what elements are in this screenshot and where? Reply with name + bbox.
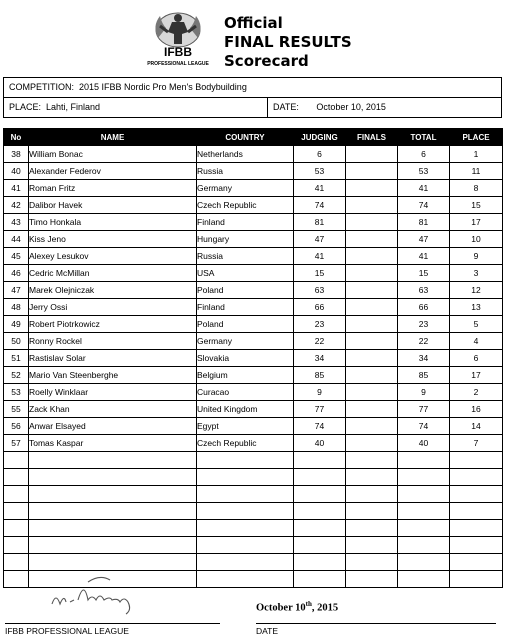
cell-judging: 6 bbox=[294, 146, 346, 163]
cell-finals bbox=[346, 554, 398, 571]
signature-line bbox=[5, 623, 220, 624]
cell-judging: 15 bbox=[294, 265, 346, 282]
cell-no: 38 bbox=[4, 146, 29, 163]
cell-country: Russia bbox=[197, 163, 294, 180]
cell-country: USA bbox=[197, 265, 294, 282]
cell-finals bbox=[346, 367, 398, 384]
cell-finals bbox=[346, 299, 398, 316]
table-row bbox=[4, 163, 503, 180]
cell-country: Russia bbox=[197, 248, 294, 265]
header-finals: FINALS bbox=[346, 129, 398, 146]
results-table-body bbox=[4, 146, 503, 588]
cell-place: 12 bbox=[450, 282, 503, 299]
cell-total: 9 bbox=[398, 384, 450, 401]
ifbb-signature-label: IFBB PROFESSIONAL LEAGUE bbox=[5, 626, 129, 636]
cell-name: Dalibor Havek bbox=[29, 197, 197, 214]
cell-finals bbox=[346, 333, 398, 350]
cell-finals bbox=[346, 435, 398, 452]
cell-finals bbox=[346, 316, 398, 333]
cell-country: Finland bbox=[197, 299, 294, 316]
cell-name bbox=[29, 486, 197, 503]
cell-finals bbox=[346, 503, 398, 520]
cell-name: Robert Piotrkowicz bbox=[29, 316, 197, 333]
cell-judging: 41 bbox=[294, 180, 346, 197]
cell-judging bbox=[294, 571, 346, 588]
date-line bbox=[256, 623, 496, 624]
title-line-official: Official bbox=[224, 14, 283, 32]
cell-country: Hungary bbox=[197, 231, 294, 248]
table-row bbox=[4, 367, 503, 384]
cell-country: Czech Republic bbox=[197, 435, 294, 452]
cell-no: 40 bbox=[4, 163, 29, 180]
cell-name bbox=[29, 537, 197, 554]
empty-table-row bbox=[4, 537, 503, 554]
cell-place bbox=[450, 571, 503, 588]
cell-finals bbox=[346, 350, 398, 367]
cell-no: 46 bbox=[4, 265, 29, 282]
cell-total: 74 bbox=[398, 418, 450, 435]
cell-finals bbox=[346, 180, 398, 197]
cell-judging bbox=[294, 469, 346, 486]
cell-total: 77 bbox=[398, 401, 450, 418]
signed-date-main: October 10 bbox=[256, 602, 306, 614]
cell-place: 11 bbox=[450, 163, 503, 180]
cell-finals bbox=[346, 384, 398, 401]
cell-name: Jerry Ossi bbox=[29, 299, 197, 316]
cell-no bbox=[4, 503, 29, 520]
cell-place: 6 bbox=[450, 350, 503, 367]
date-label: DATE: bbox=[273, 102, 299, 112]
cell-country bbox=[197, 571, 294, 588]
competition-info-box bbox=[3, 77, 502, 118]
cell-country bbox=[197, 486, 294, 503]
cell-no: 53 bbox=[4, 384, 29, 401]
cell-judging: 66 bbox=[294, 299, 346, 316]
table-row bbox=[4, 282, 503, 299]
cell-finals bbox=[346, 265, 398, 282]
cell-place: 17 bbox=[450, 367, 503, 384]
cell-no bbox=[4, 469, 29, 486]
header-total: TOTAL bbox=[398, 129, 450, 146]
table-row bbox=[4, 418, 503, 435]
cell-country bbox=[197, 537, 294, 554]
cell-place: 2 bbox=[450, 384, 503, 401]
table-row bbox=[4, 316, 503, 333]
cell-total bbox=[398, 486, 450, 503]
cell-place: 7 bbox=[450, 435, 503, 452]
table-row bbox=[4, 214, 503, 231]
cell-total: 74 bbox=[398, 197, 450, 214]
cell-name bbox=[29, 503, 197, 520]
cell-total bbox=[398, 571, 450, 588]
place-field bbox=[4, 98, 267, 117]
date-field bbox=[267, 98, 501, 117]
cell-country: Egypt bbox=[197, 418, 294, 435]
cell-total bbox=[398, 537, 450, 554]
header-no: No bbox=[4, 129, 29, 146]
cell-judging: 74 bbox=[294, 197, 346, 214]
cell-place bbox=[450, 469, 503, 486]
header-country: COUNTRY bbox=[197, 129, 294, 146]
cell-name: Ronny Rockel bbox=[29, 333, 197, 350]
table-header-row bbox=[4, 129, 503, 146]
cell-finals bbox=[346, 231, 398, 248]
table-row bbox=[4, 401, 503, 418]
table-row bbox=[4, 435, 503, 452]
cell-no: 48 bbox=[4, 299, 29, 316]
cell-no: 51 bbox=[4, 350, 29, 367]
cell-name bbox=[29, 520, 197, 537]
cell-country bbox=[197, 452, 294, 469]
table-row bbox=[4, 180, 503, 197]
cell-country: Poland bbox=[197, 282, 294, 299]
cell-finals bbox=[346, 163, 398, 180]
cell-country: Germany bbox=[197, 333, 294, 350]
empty-table-row bbox=[4, 554, 503, 571]
cell-place: 10 bbox=[450, 231, 503, 248]
cell-total: 47 bbox=[398, 231, 450, 248]
cell-no bbox=[4, 520, 29, 537]
cell-no: 44 bbox=[4, 231, 29, 248]
cell-finals bbox=[346, 214, 398, 231]
cell-judging bbox=[294, 503, 346, 520]
cell-finals bbox=[346, 469, 398, 486]
cell-place bbox=[450, 554, 503, 571]
cell-place: 16 bbox=[450, 401, 503, 418]
cell-total: 15 bbox=[398, 265, 450, 282]
cell-name: Roelly Winklaar bbox=[29, 384, 197, 401]
date-value: October 10, 2015 bbox=[316, 102, 386, 112]
cell-name: Tomas Kaspar bbox=[29, 435, 197, 452]
cell-name bbox=[29, 469, 197, 486]
cell-country: Belgium bbox=[197, 367, 294, 384]
cell-place: 14 bbox=[450, 418, 503, 435]
signed-date bbox=[256, 600, 338, 614]
cell-judging bbox=[294, 537, 346, 554]
cell-total: 41 bbox=[398, 180, 450, 197]
cell-country bbox=[197, 554, 294, 571]
cell-finals bbox=[346, 452, 398, 469]
cell-judging: 40 bbox=[294, 435, 346, 452]
cell-country: Curacao bbox=[197, 384, 294, 401]
ifbb-logo bbox=[138, 8, 218, 70]
competition-field bbox=[4, 78, 247, 97]
cell-place: 3 bbox=[450, 265, 503, 282]
cell-place: 15 bbox=[450, 197, 503, 214]
cell-name: Zack Khan bbox=[29, 401, 197, 418]
table-row bbox=[4, 299, 503, 316]
signed-date-sup: th bbox=[305, 600, 312, 608]
cell-name bbox=[29, 554, 197, 571]
cell-total: 40 bbox=[398, 435, 450, 452]
cell-total: 6 bbox=[398, 146, 450, 163]
cell-name: Rastislav Solar bbox=[29, 350, 197, 367]
cell-total: 81 bbox=[398, 214, 450, 231]
title-line-scorecard: Scorecard bbox=[224, 52, 309, 70]
cell-country: Poland bbox=[197, 316, 294, 333]
cell-total bbox=[398, 520, 450, 537]
cell-no: 41 bbox=[4, 180, 29, 197]
title-line-final-results: FINAL RESULTS bbox=[224, 33, 352, 51]
cell-judging bbox=[294, 554, 346, 571]
logo-text-league: PROFESSIONAL LEAGUE bbox=[147, 61, 209, 67]
cell-total bbox=[398, 469, 450, 486]
cell-total: 63 bbox=[398, 282, 450, 299]
cell-name: Kiss Jeno bbox=[29, 231, 197, 248]
table-row bbox=[4, 197, 503, 214]
cell-no bbox=[4, 537, 29, 554]
table-row bbox=[4, 333, 503, 350]
cell-finals bbox=[346, 401, 398, 418]
table-row bbox=[4, 384, 503, 401]
cell-finals bbox=[346, 146, 398, 163]
cell-country: Czech Republic bbox=[197, 197, 294, 214]
logo-text-ifbb: IFBB bbox=[164, 45, 192, 59]
cell-finals bbox=[346, 197, 398, 214]
cell-judging bbox=[294, 520, 346, 537]
cell-no bbox=[4, 486, 29, 503]
empty-table-row bbox=[4, 469, 503, 486]
cell-name: Marek Olejniczak bbox=[29, 282, 197, 299]
cell-country bbox=[197, 503, 294, 520]
cell-total: 22 bbox=[398, 333, 450, 350]
table-row bbox=[4, 265, 503, 282]
cell-place bbox=[450, 537, 503, 554]
cell-judging bbox=[294, 486, 346, 503]
empty-table-row bbox=[4, 520, 503, 537]
cell-total: 34 bbox=[398, 350, 450, 367]
cell-place bbox=[450, 452, 503, 469]
cell-country bbox=[197, 520, 294, 537]
cell-total: 41 bbox=[398, 248, 450, 265]
cell-judging: 9 bbox=[294, 384, 346, 401]
cell-place bbox=[450, 486, 503, 503]
table-row bbox=[4, 248, 503, 265]
cell-place: 8 bbox=[450, 180, 503, 197]
signature bbox=[40, 570, 150, 618]
cell-total: 53 bbox=[398, 163, 450, 180]
cell-total bbox=[398, 452, 450, 469]
cell-judging: 53 bbox=[294, 163, 346, 180]
cell-no: 50 bbox=[4, 333, 29, 350]
empty-table-row bbox=[4, 503, 503, 520]
cell-name: Roman Fritz bbox=[29, 180, 197, 197]
cell-judging: 63 bbox=[294, 282, 346, 299]
cell-no: 45 bbox=[4, 248, 29, 265]
cell-judging: 34 bbox=[294, 350, 346, 367]
header-name: NAME bbox=[29, 129, 197, 146]
cell-place bbox=[450, 520, 503, 537]
cell-name: Alexander Federov bbox=[29, 163, 197, 180]
cell-finals bbox=[346, 520, 398, 537]
cell-judging: 22 bbox=[294, 333, 346, 350]
cell-country: Slovakia bbox=[197, 350, 294, 367]
cell-total: 85 bbox=[398, 367, 450, 384]
empty-table-row bbox=[4, 452, 503, 469]
cell-no: 56 bbox=[4, 418, 29, 435]
cell-place bbox=[450, 503, 503, 520]
cell-name: Cedric McMillan bbox=[29, 265, 197, 282]
cell-name bbox=[29, 452, 197, 469]
cell-judging: 41 bbox=[294, 248, 346, 265]
cell-place: 1 bbox=[450, 146, 503, 163]
header-judging: JUDGING bbox=[294, 129, 346, 146]
cell-place: 5 bbox=[450, 316, 503, 333]
cell-country: United Kingdom bbox=[197, 401, 294, 418]
cell-name: Mario Van Steenberghe bbox=[29, 367, 197, 384]
cell-country: Finland bbox=[197, 214, 294, 231]
cell-total: 66 bbox=[398, 299, 450, 316]
cell-name: Timo Honkala bbox=[29, 214, 197, 231]
cell-judging bbox=[294, 452, 346, 469]
empty-table-row bbox=[4, 486, 503, 503]
cell-total bbox=[398, 554, 450, 571]
cell-place: 4 bbox=[450, 333, 503, 350]
cell-finals bbox=[346, 571, 398, 588]
cell-country: Germany bbox=[197, 180, 294, 197]
place-date-row bbox=[4, 97, 501, 117]
cell-no bbox=[4, 452, 29, 469]
header-place: PLACE bbox=[450, 129, 503, 146]
table-row bbox=[4, 231, 503, 248]
results-table bbox=[3, 128, 503, 588]
cell-name: William Bonac bbox=[29, 146, 197, 163]
cell-country: Netherlands bbox=[197, 146, 294, 163]
place-label: PLACE: bbox=[9, 102, 42, 112]
cell-judging: 47 bbox=[294, 231, 346, 248]
cell-finals bbox=[346, 486, 398, 503]
cell-place: 9 bbox=[450, 248, 503, 265]
table-row bbox=[4, 146, 503, 163]
cell-judging: 81 bbox=[294, 214, 346, 231]
cell-total bbox=[398, 503, 450, 520]
cell-no: 55 bbox=[4, 401, 29, 418]
cell-finals bbox=[346, 418, 398, 435]
cell-place: 13 bbox=[450, 299, 503, 316]
competition-label: COMPETITION: bbox=[9, 82, 74, 92]
cell-no: 57 bbox=[4, 435, 29, 452]
cell-finals bbox=[346, 537, 398, 554]
cell-name: Anwar Elsayed bbox=[29, 418, 197, 435]
cell-name: Alexey Lesukov bbox=[29, 248, 197, 265]
cell-no: 42 bbox=[4, 197, 29, 214]
document-title bbox=[224, 14, 352, 71]
competition-row bbox=[4, 78, 501, 97]
cell-country bbox=[197, 469, 294, 486]
cell-no: 47 bbox=[4, 282, 29, 299]
signed-date-year: , 2015 bbox=[311, 602, 339, 614]
competition-value: 2015 IFBB Nordic Pro Men's Bodybuilding bbox=[79, 82, 247, 92]
cell-judging: 23 bbox=[294, 316, 346, 333]
date-signature-label: DATE bbox=[256, 626, 279, 636]
cell-no: 49 bbox=[4, 316, 29, 333]
cell-no bbox=[4, 554, 29, 571]
cell-finals bbox=[346, 282, 398, 299]
cell-place: 17 bbox=[450, 214, 503, 231]
cell-total: 23 bbox=[398, 316, 450, 333]
place-value: Lahti, Finland bbox=[46, 102, 101, 112]
table-row bbox=[4, 350, 503, 367]
cell-no: 43 bbox=[4, 214, 29, 231]
cell-no: 52 bbox=[4, 367, 29, 384]
cell-judging: 77 bbox=[294, 401, 346, 418]
cell-judging: 74 bbox=[294, 418, 346, 435]
cell-judging: 85 bbox=[294, 367, 346, 384]
cell-finals bbox=[346, 248, 398, 265]
cell-no bbox=[4, 571, 29, 588]
